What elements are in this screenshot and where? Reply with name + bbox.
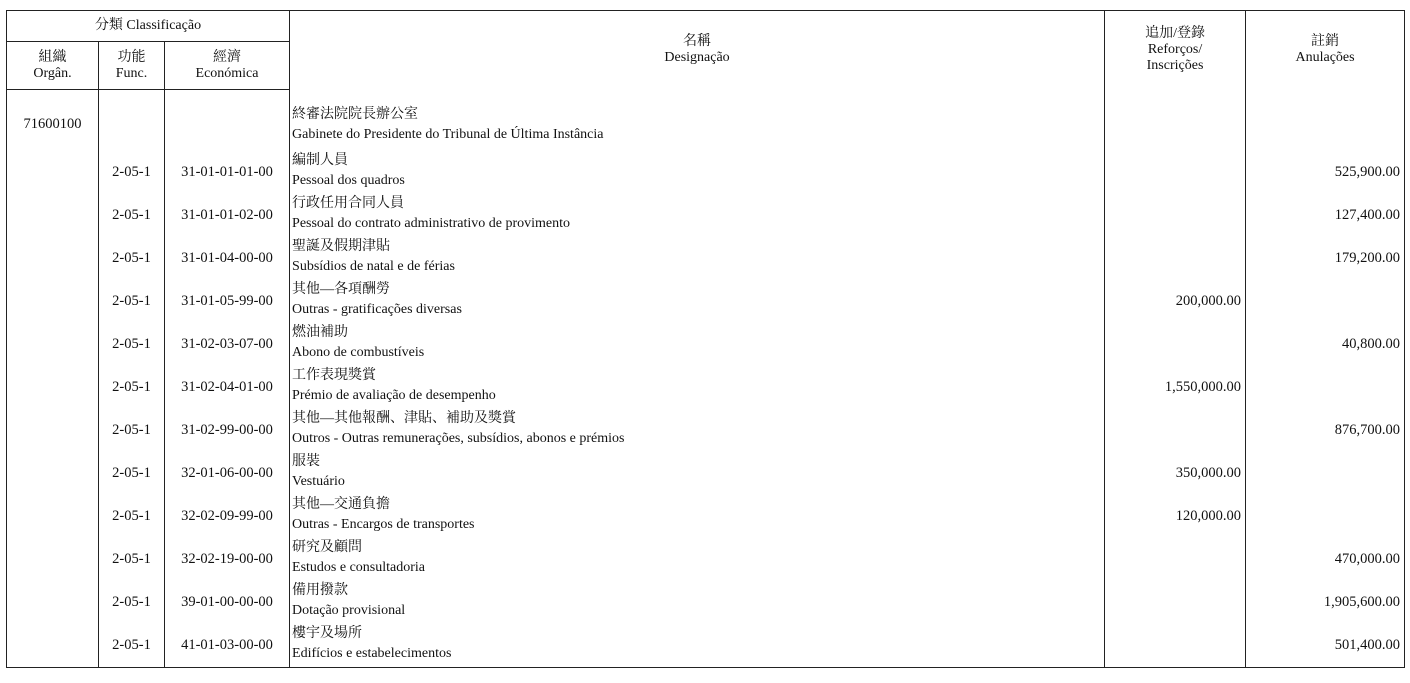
economic-header-zh: 經濟 xyxy=(213,49,242,65)
economic-code: 31-02-04-01-00 xyxy=(165,366,290,409)
reinforcements-header-pt1: Reforços/ xyxy=(1147,42,1203,58)
organic-cell xyxy=(7,409,99,452)
designation-zh: 其他—其他報酬、津貼、補助及獎賞 xyxy=(292,411,517,427)
designation-cell xyxy=(290,581,1105,624)
designation-pt: Outros - Outras remunerações, subsídios, abonos e prémios xyxy=(292,431,625,447)
functional-code: 2-05-1 xyxy=(99,624,165,668)
economic-code: 32-02-19-00-00 xyxy=(165,538,290,581)
designation-pt: Outras - gratificações diversas xyxy=(292,302,462,318)
table-row xyxy=(7,409,1405,452)
cancellation-amount: 470,000.00 xyxy=(1246,538,1405,581)
functional-code: 2-05-1 xyxy=(99,452,165,495)
designation-pt: Estudos e consultadoria xyxy=(292,559,426,575)
cancellation-amount xyxy=(1246,366,1405,409)
cancellation-amount xyxy=(1246,495,1405,538)
organic-cell xyxy=(7,495,99,538)
designation-pt: Pessoal dos quadros xyxy=(292,173,405,189)
economic-code: 31-01-05-99-00 xyxy=(165,280,290,323)
organic-cell xyxy=(7,581,99,624)
reinforcement-amount xyxy=(1105,237,1246,280)
functional-header-zh: 功能 xyxy=(117,49,146,65)
economic-code: 41-01-03-00-00 xyxy=(165,624,290,668)
designation-zh: 備用撥款 xyxy=(292,582,349,598)
designation-pt: Subsídios de natal e de férias xyxy=(292,259,455,275)
designation-zh: 行政任用合同人員 xyxy=(292,196,405,212)
table-row xyxy=(7,237,1405,280)
organ-code: 71600100 xyxy=(7,98,99,151)
designation-zh: 研究及顧問 xyxy=(292,539,363,555)
organic-cell xyxy=(7,538,99,581)
cancellations-header-pt: Anulações xyxy=(1295,50,1355,66)
reinforcement-amount xyxy=(1105,538,1246,581)
designation-zh: 其他—交通負擔 xyxy=(292,497,391,512)
designation-cell xyxy=(290,452,1105,495)
organic-header-pt: Orgân. xyxy=(33,65,72,81)
organic-cell xyxy=(7,237,99,280)
reinforcement-amount: 200,000.00 xyxy=(1105,280,1246,323)
table-row xyxy=(7,366,1405,409)
designation-zh: 燃油補助 xyxy=(292,325,349,341)
reinforcements-header xyxy=(1105,11,1246,90)
spacer-row xyxy=(7,90,1405,99)
organic-cell xyxy=(7,452,99,495)
cancellation-amount: 179,200.00 xyxy=(1246,237,1405,280)
designation-pt: Abono de combustíveis xyxy=(292,345,425,361)
functional-code: 2-05-1 xyxy=(99,581,165,624)
designation-cell xyxy=(290,409,1105,452)
designation-pt: Vestuário xyxy=(292,474,345,490)
designation-cell xyxy=(290,624,1105,668)
reinforcement-amount: 1,550,000.00 xyxy=(1105,366,1246,409)
organic-cell xyxy=(7,280,99,323)
organic-header-zh: 組織 xyxy=(38,49,67,65)
functional-header xyxy=(99,42,165,90)
organic-cell xyxy=(7,624,99,668)
functional-code: 2-05-1 xyxy=(99,151,165,194)
designation-cell xyxy=(290,538,1105,581)
table-row xyxy=(7,452,1405,495)
economic-code: 31-01-01-02-00 xyxy=(165,194,290,237)
organic-cell xyxy=(7,323,99,366)
designation-header-zh: 名稱 xyxy=(683,34,712,50)
designation-cell xyxy=(290,280,1105,323)
designation-zh: 服裝 xyxy=(292,454,321,470)
classification-header: 分類 Classificação xyxy=(7,11,290,42)
cancellation-amount: 501,400.00 xyxy=(1246,624,1405,668)
designation-pt: Prémio de avaliação de desempenho xyxy=(292,388,496,404)
organic-cell xyxy=(7,366,99,409)
organ-name xyxy=(290,98,1105,151)
designation-cell xyxy=(290,237,1105,280)
table-row xyxy=(7,495,1405,538)
economic-code: 31-01-01-01-00 xyxy=(165,151,290,194)
reinforcement-amount xyxy=(1105,409,1246,452)
table-row xyxy=(7,323,1405,366)
cancellations-header-zh: 註銷 xyxy=(1311,34,1340,50)
table-row xyxy=(7,194,1405,237)
designation-cell xyxy=(290,366,1105,409)
cancellation-amount: 525,900.00 xyxy=(1246,151,1405,194)
functional-code: 2-05-1 xyxy=(99,280,165,323)
designation-pt: Edifícios e estabelecimentos xyxy=(292,645,452,661)
table-row xyxy=(7,624,1405,668)
functional-header-pt: Func. xyxy=(115,65,148,81)
organ-name-zh: 終審法院院長辦公室 xyxy=(292,106,419,122)
reinforcement-amount xyxy=(1105,323,1246,366)
functional-code: 2-05-1 xyxy=(99,366,165,409)
reinforcement-amount xyxy=(1105,194,1246,237)
cancellation-amount: 127,400.00 xyxy=(1246,194,1405,237)
reinforcements-header-pt2: Inscrições xyxy=(1146,58,1204,74)
organic-cell xyxy=(7,151,99,194)
functional-code: 2-05-1 xyxy=(99,538,165,581)
economic-code: 32-01-06-00-00 xyxy=(165,452,290,495)
cancellation-amount xyxy=(1246,452,1405,495)
designation-cell xyxy=(290,151,1105,194)
designation-pt: Pessoal do contrato administrativo de provimento xyxy=(292,216,571,232)
designation-header xyxy=(290,11,1105,90)
economic-code: 31-01-04-00-00 xyxy=(165,237,290,280)
table-row xyxy=(7,581,1405,624)
economic-code: 31-02-99-00-00 xyxy=(165,409,290,452)
economic-header xyxy=(165,42,290,90)
designation-pt: Dotação provisional xyxy=(292,602,406,618)
functional-code: 2-05-1 xyxy=(99,237,165,280)
designation-zh: 工作表現獎賞 xyxy=(292,368,377,384)
designation-header-pt: Designação xyxy=(664,50,730,66)
cancellation-amount: 876,700.00 xyxy=(1246,409,1405,452)
functional-code: 2-05-1 xyxy=(99,409,165,452)
functional-code: 2-05-1 xyxy=(99,323,165,366)
designation-pt: Outras - Encargos de transportes xyxy=(292,517,475,532)
economic-code: 39-01-00-00-00 xyxy=(165,581,290,624)
reinforcement-amount: 350,000.00 xyxy=(1105,452,1246,495)
designation-cell xyxy=(290,323,1105,366)
economic-code: 32-02-09-99-00 xyxy=(165,495,290,538)
table-row xyxy=(7,151,1405,194)
table-row xyxy=(7,280,1405,323)
economic-header-pt: Económica xyxy=(195,65,259,81)
cancellations-header xyxy=(1246,11,1405,90)
organ-name-pt: Gabinete do Presidente do Tribunal de Última Instância xyxy=(292,126,604,142)
cancellation-amount: 1,905,600.00 xyxy=(1246,581,1405,624)
designation-zh: 其他—各項酬勞 xyxy=(292,282,391,298)
budget-table xyxy=(6,10,1405,668)
reinforcements-header-zh: 追加/登錄 xyxy=(1145,26,1205,42)
functional-code: 2-05-1 xyxy=(99,495,165,538)
economic-code: 31-02-03-07-00 xyxy=(165,323,290,366)
organic-cell xyxy=(7,194,99,237)
budget-body xyxy=(7,90,1405,668)
designation-zh: 樓宇及場所 xyxy=(292,625,363,641)
cancellation-amount: 40,800.00 xyxy=(1246,323,1405,366)
designation-zh: 編制人員 xyxy=(292,153,349,169)
functional-code: 2-05-1 xyxy=(99,194,165,237)
reinforcement-amount xyxy=(1105,624,1246,668)
organ-row xyxy=(7,98,1405,151)
designation-zh: 聖誕及假期津貼 xyxy=(292,239,391,255)
reinforcement-amount xyxy=(1105,151,1246,194)
reinforcement-amount: 120,000.00 xyxy=(1105,495,1246,538)
table-row xyxy=(7,538,1405,581)
designation-cell xyxy=(290,495,1105,538)
cancellation-amount xyxy=(1246,280,1405,323)
designation-cell xyxy=(290,194,1105,237)
reinforcement-amount xyxy=(1105,581,1246,624)
organic-header xyxy=(7,42,99,90)
